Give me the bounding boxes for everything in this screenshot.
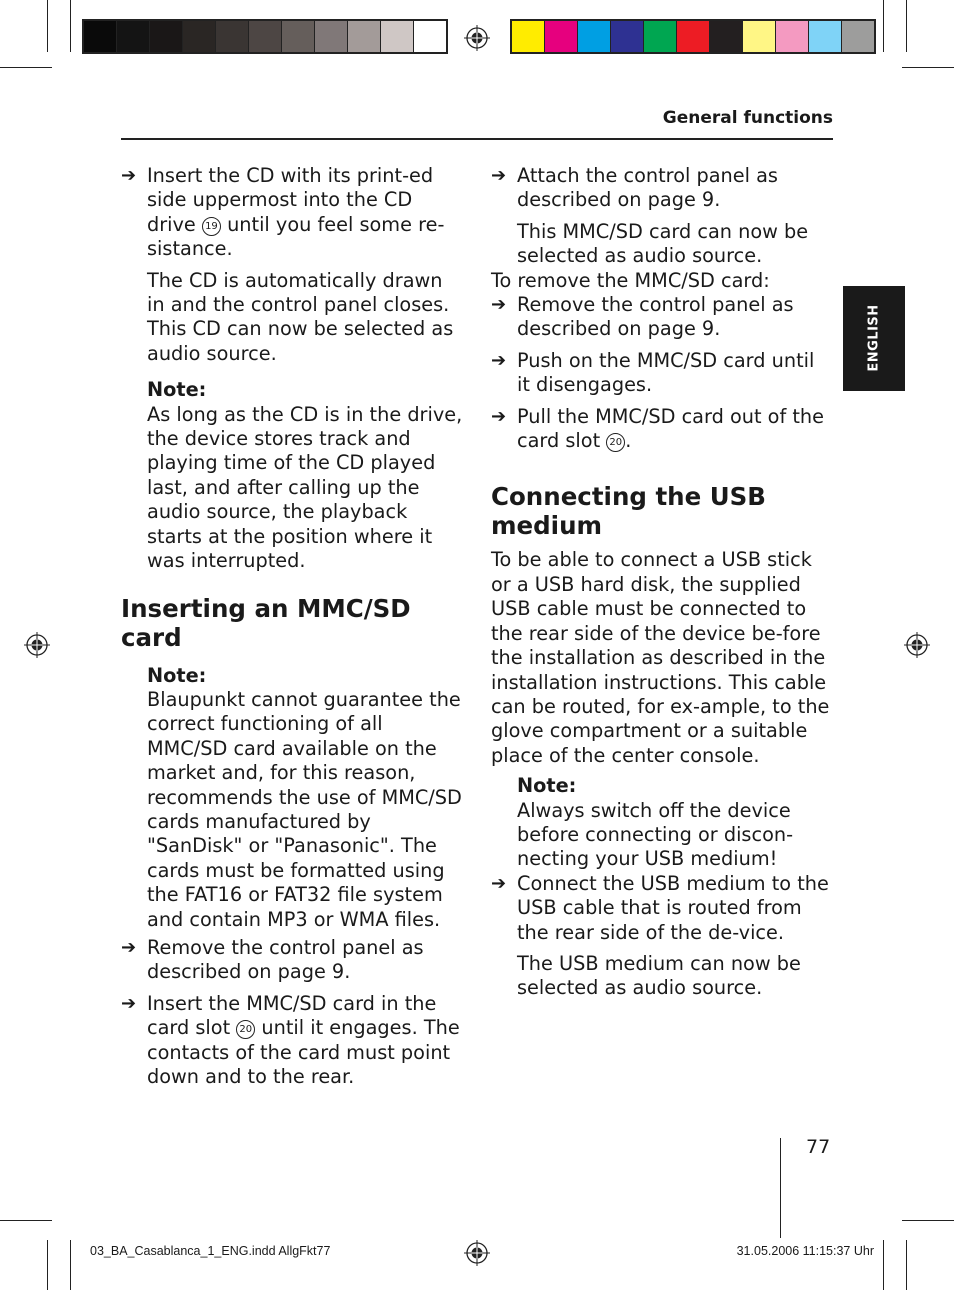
step-text: Insert the MMC/SD card in the card slot [147,991,437,1040]
color-swatch [743,21,776,52]
paragraph: The CD is automatically drawn in and the control panel closes. This CD can now be selected as audio source. [147,268,454,365]
note-label: Note: [147,378,207,402]
crop-mark [906,0,907,52]
step-text: Remove the control panel as described on page 9. [147,935,424,984]
color-swatch [677,21,710,52]
arrow-icon: ➔ [491,165,507,186]
instruction-step [491,293,833,342]
note-body: As long as the CD is in the drive, the device stores track and playing time of the CD played last, and after calling up the audio source, the playback starts at the position where it was interrupted. [147,402,463,573]
paragraph: To be able to connect a USB stick or a USB hard disk, the supplied USB cable must be connected to the rear side of the device be-fore the installation as described in the installation instructions. This cable can be routed, for ex-ample, to the glove compartment or a suitable place of the center console. [491,548,830,767]
instruction-step [491,349,833,398]
right-column [491,164,833,1001]
gray-swatch [315,21,348,52]
gray-swatch [216,21,249,52]
grayscale-color-bar [82,19,448,54]
crop-mark [47,1240,48,1290]
callout-number: 19 [202,217,221,236]
crop-mark [47,0,48,52]
arrow-icon: ➔ [491,872,507,894]
section-heading: Connecting the USB medium [491,482,766,541]
paragraph: To remove the MMC/SD card: [491,268,770,292]
page-number-rule [780,1138,781,1238]
gray-swatch [348,21,381,52]
step-text: Pull the MMC/SD card out of the card slot [517,404,825,453]
crop-mark [902,67,954,68]
running-header-title: General functions [662,108,833,128]
crop-mark [0,1220,52,1221]
note-body: Always switch off the device before connecting or discon-necting your USB medium! [517,798,794,871]
step-text: Push on the MMC/SD card until it disengages. [517,348,815,397]
footer-filename: 03_BA_Casablanca_1_ENG.indd AllgFkt77 [90,1244,331,1258]
color-swatch [776,21,809,52]
step-text: . [625,429,632,453]
crop-mark [902,1220,954,1221]
crop-mark [70,0,71,52]
instruction-step [491,164,833,213]
arrow-icon: ➔ [121,936,137,958]
arrow-icon: ➔ [121,992,137,1014]
footer-timestamp: 31.05.2006 11:15:37 Uhr [736,1244,874,1258]
crop-mark [906,1240,907,1290]
arrow-icon: ➔ [491,349,507,371]
note-label: Note: [517,774,577,798]
note-body: Blaupunkt cannot guarantee the correct functioning of all MMC/SD card available on the market and, for this reason, recommends the use of MMC/SD cards manufactured by "SanDisk" or "Panasonic". The cards must be formatted using the FAT16 or FAT32 file system and contain MP3 or WMA files. [147,687,462,931]
page-number: 77 [806,1136,831,1158]
color-swatch [842,21,874,52]
arrow-icon: ➔ [491,405,507,427]
section-heading: Inserting an MMC/SD card [121,593,411,652]
instruction-step [121,992,466,1090]
paragraph: The USB medium can now be selected as audio source. [517,951,801,1000]
instruction-step [491,405,833,454]
registration-mark-icon [904,632,930,658]
arrow-icon: ➔ [121,165,137,186]
step-text: Insert the CD with its print-ed side uppermost into the CD drive [147,164,434,236]
crop-mark [70,1240,71,1290]
crop-mark [0,67,52,68]
callout-number: 20 [606,433,625,452]
step-text: Attach the control panel as described on page 9. [517,164,778,212]
note-label: Note: [147,663,207,687]
color-swatch [611,21,644,52]
registration-mark-icon [464,1240,490,1266]
crop-mark [883,1240,884,1290]
gray-swatch [183,21,216,52]
instruction-step [121,164,466,262]
gray-swatch [414,21,446,52]
color-swatch [710,21,743,52]
gray-swatch [117,21,150,52]
language-tab [843,286,905,391]
color-swatch [512,21,545,52]
crop-mark [883,0,884,52]
gray-swatch [249,21,282,52]
callout-number: 20 [236,1020,255,1039]
gray-swatch [150,21,183,52]
registration-mark-icon [24,632,50,658]
step-text: until it engages. The contacts of the card must point down and to the rear. [147,1016,460,1088]
registration-mark-icon [464,25,490,51]
paragraph: This MMC/SD card can now be selected as audio source. [517,219,809,268]
color-swatch [644,21,677,52]
color-swatch [545,21,578,52]
language-tab-label: ENGLISH [866,304,882,372]
color-swatch [809,21,842,52]
step-text: until you feel some re-sistance. [147,212,445,261]
step-text: Connect the USB medium to the USB cable that is routed from the rear side of the de-vice. [517,871,829,944]
color-swatch [578,21,611,52]
left-column [121,164,466,1096]
instruction-step [491,872,833,945]
header-rule [121,138,833,140]
instruction-step [121,936,466,985]
step-text: Remove the control panel as described on page 9. [517,293,794,341]
process-color-bar [510,19,876,54]
arrow-icon: ➔ [491,294,507,316]
gray-swatch [84,21,117,52]
gray-swatch [282,21,315,52]
gray-swatch [381,21,414,52]
